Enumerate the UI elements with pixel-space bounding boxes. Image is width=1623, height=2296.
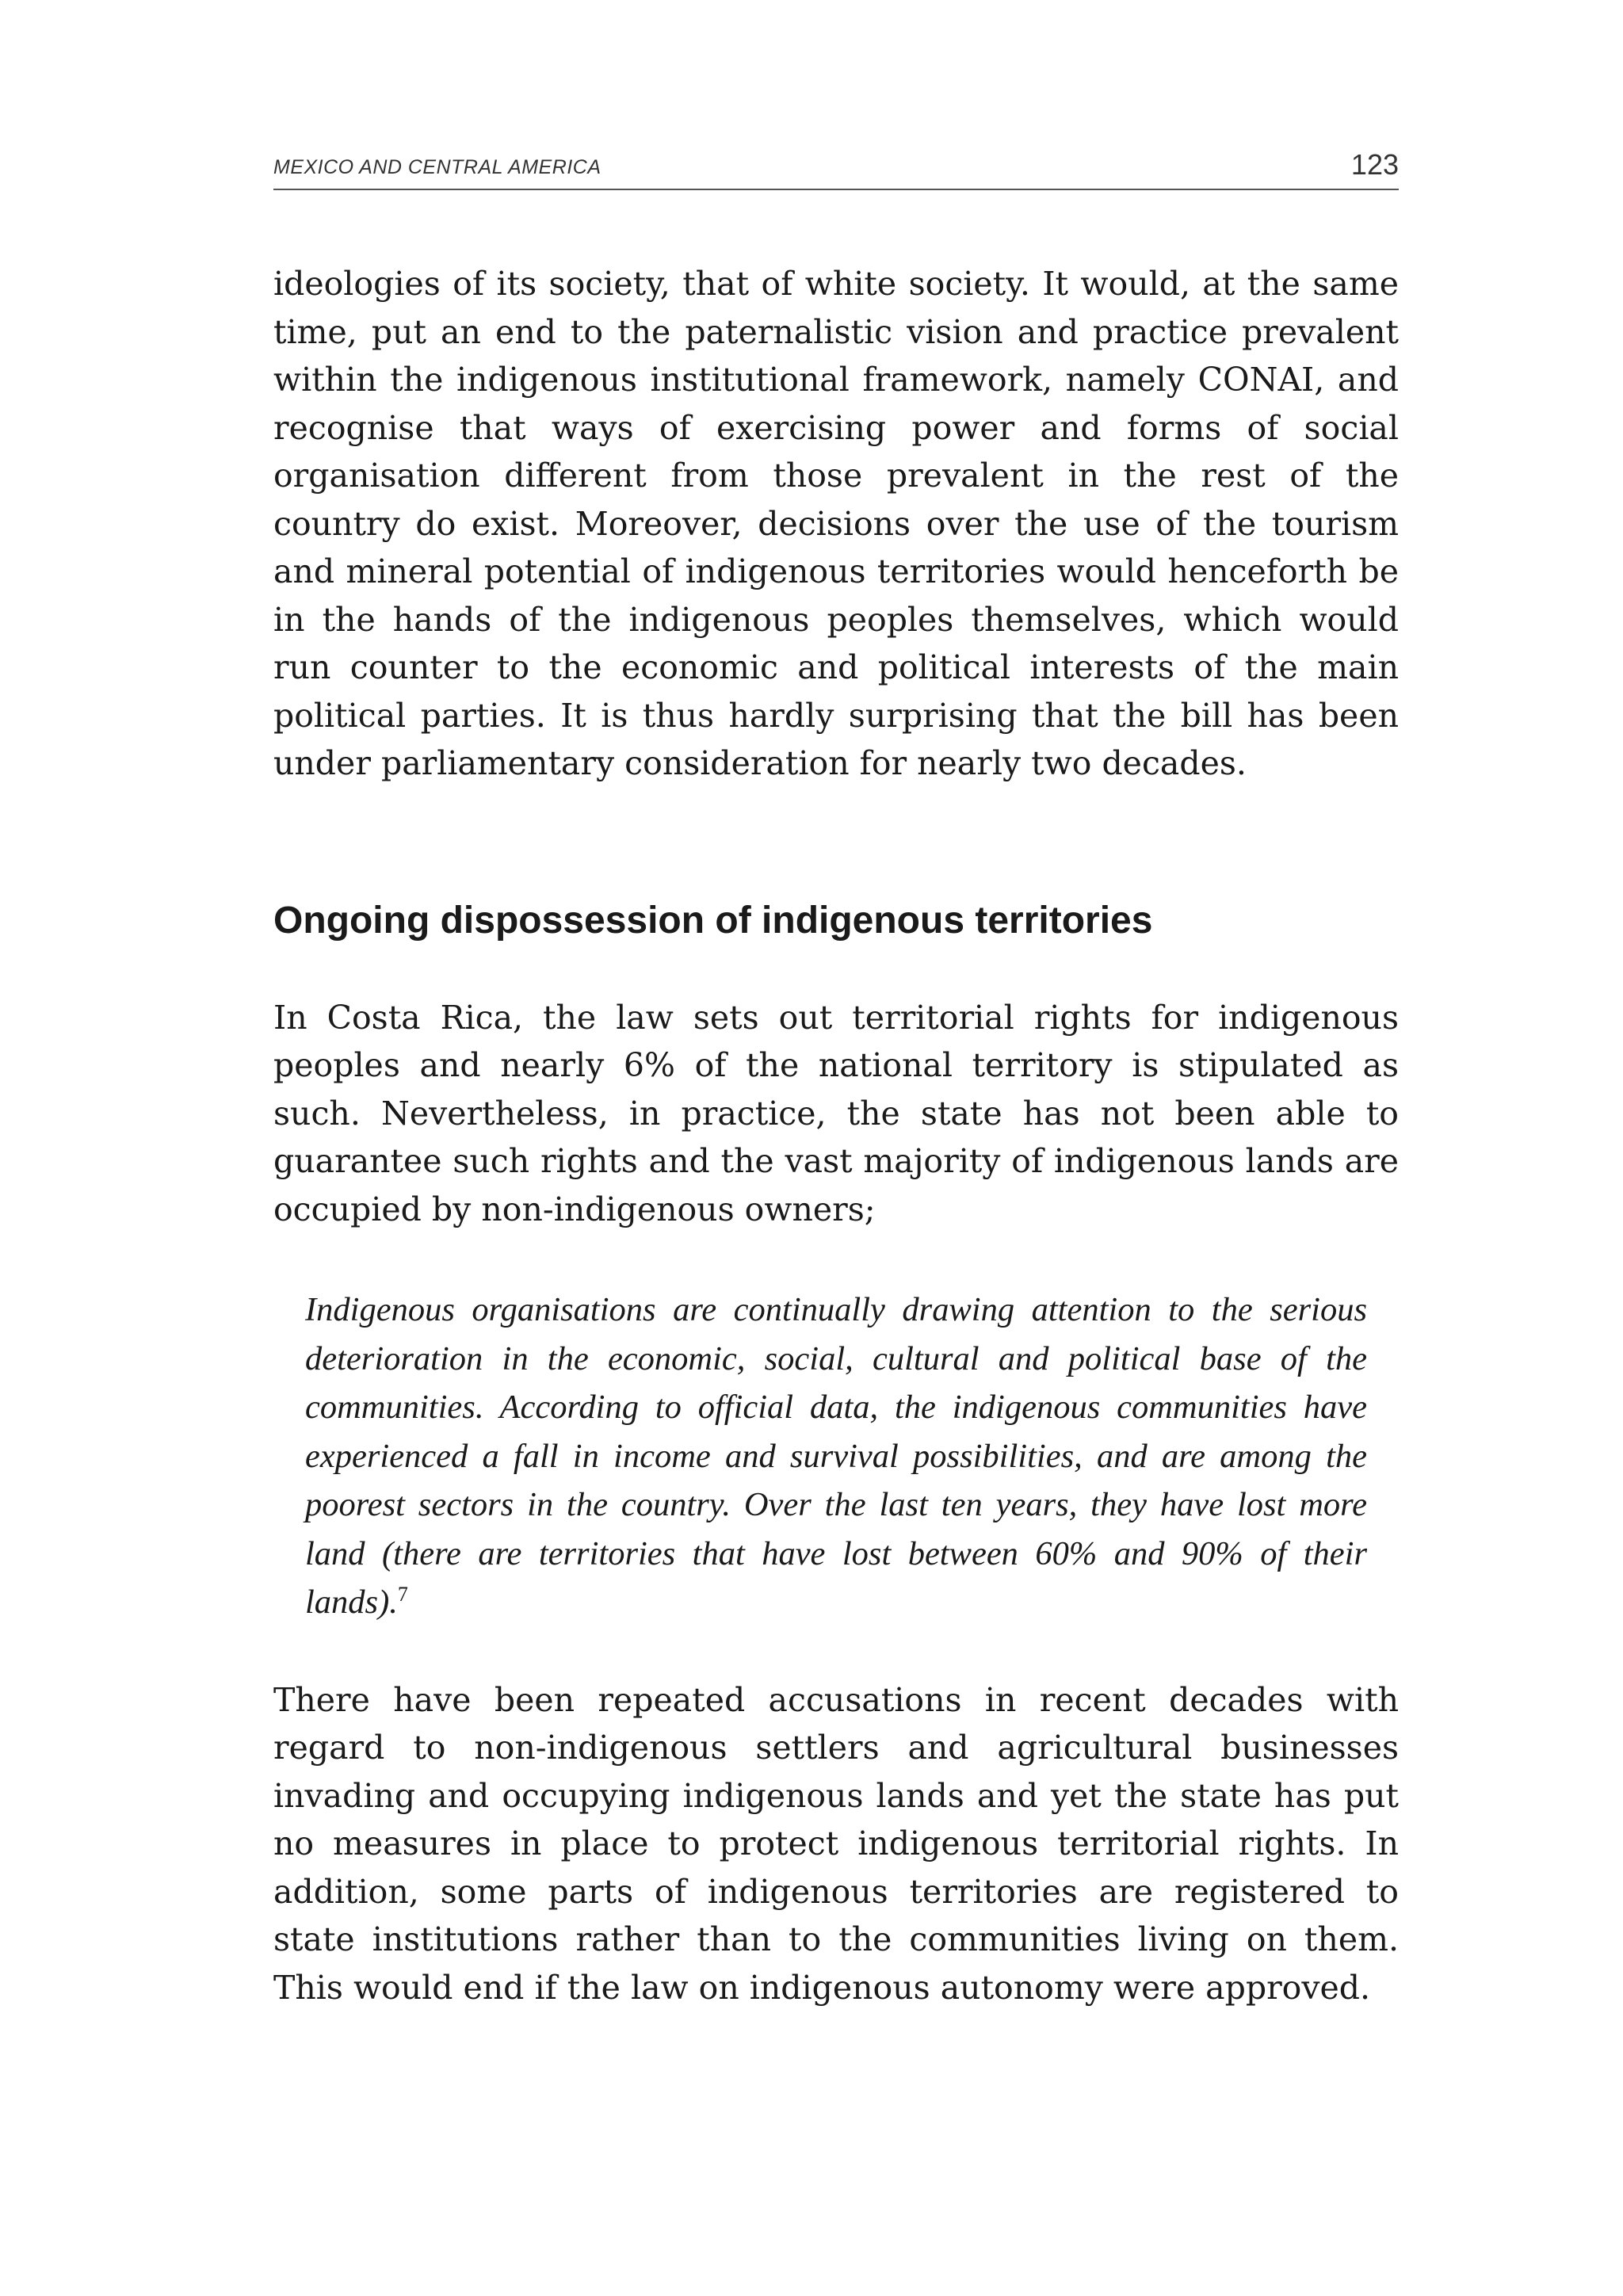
running-header [273, 148, 1399, 190]
quote-text: Indigenous organisations are continually drawing attention to the serious deterioration in the economic, social, cultural and political base of the communities. According to official data, the indigenous communities have experienced a fall in income and survival possibilities, and are among the poorest sectors in the country. Over the last ten years, they have lost more land (there are territories that have lost between 60% and 90% of their lands). [305, 1291, 1367, 1621]
body-paragraph-1: ideologies of its society, that of white society. It would, at the same time, put an end to the paternalistic vision and practice prevalent within the indigenous institutional framework, namely CONAI, and recognise that ways of exercising power and forms of social organisation different from those prevalent in the rest of the country do exist. Moreover, decisions over the use of the tourism and mineral potential of indigenous territories would henceforth be in the hands of the indigenous peoples themselves, which would run counter to the economic and political interests of the main political parties. It is thus hardly surprising that the bill has been under parliamentary consideration for nearly two decades. [273, 265, 1399, 782]
body-paragraph-2: In Costa Rica, the law sets out territorial rights for indigenous peoples and nearly 6% of the national territory is stipulated as such. Nevertheless, in practice, the state has not been able to guarantee such rights and the vast majority of indigenous lands are occupied by non-indigenous owners; [273, 998, 1399, 1228]
book-page [273, 148, 1399, 2011]
footnote-reference[interactable]: 7 [397, 1582, 408, 1606]
section-heading: Ongoing dispossession of indigenous territories [273, 899, 1153, 942]
running-title: MEXICO AND CENTRAL AMERICA [273, 156, 601, 178]
body-paragraph-3: There have been repeated accusations in recent decades with regard to non-indigenous settlers and agricultural businesses invading and occupying indigenous lands and yet the state has put no measures in place to protect indigenous territorial rights. In addition, some parts of indigenous territories are registered to state institutions rather than to the communities living on them. This would end if the law on indigenous autonomy were approved. [273, 1680, 1399, 2007]
block-quote [305, 1286, 1367, 1627]
page-number: 123 [1350, 148, 1399, 181]
